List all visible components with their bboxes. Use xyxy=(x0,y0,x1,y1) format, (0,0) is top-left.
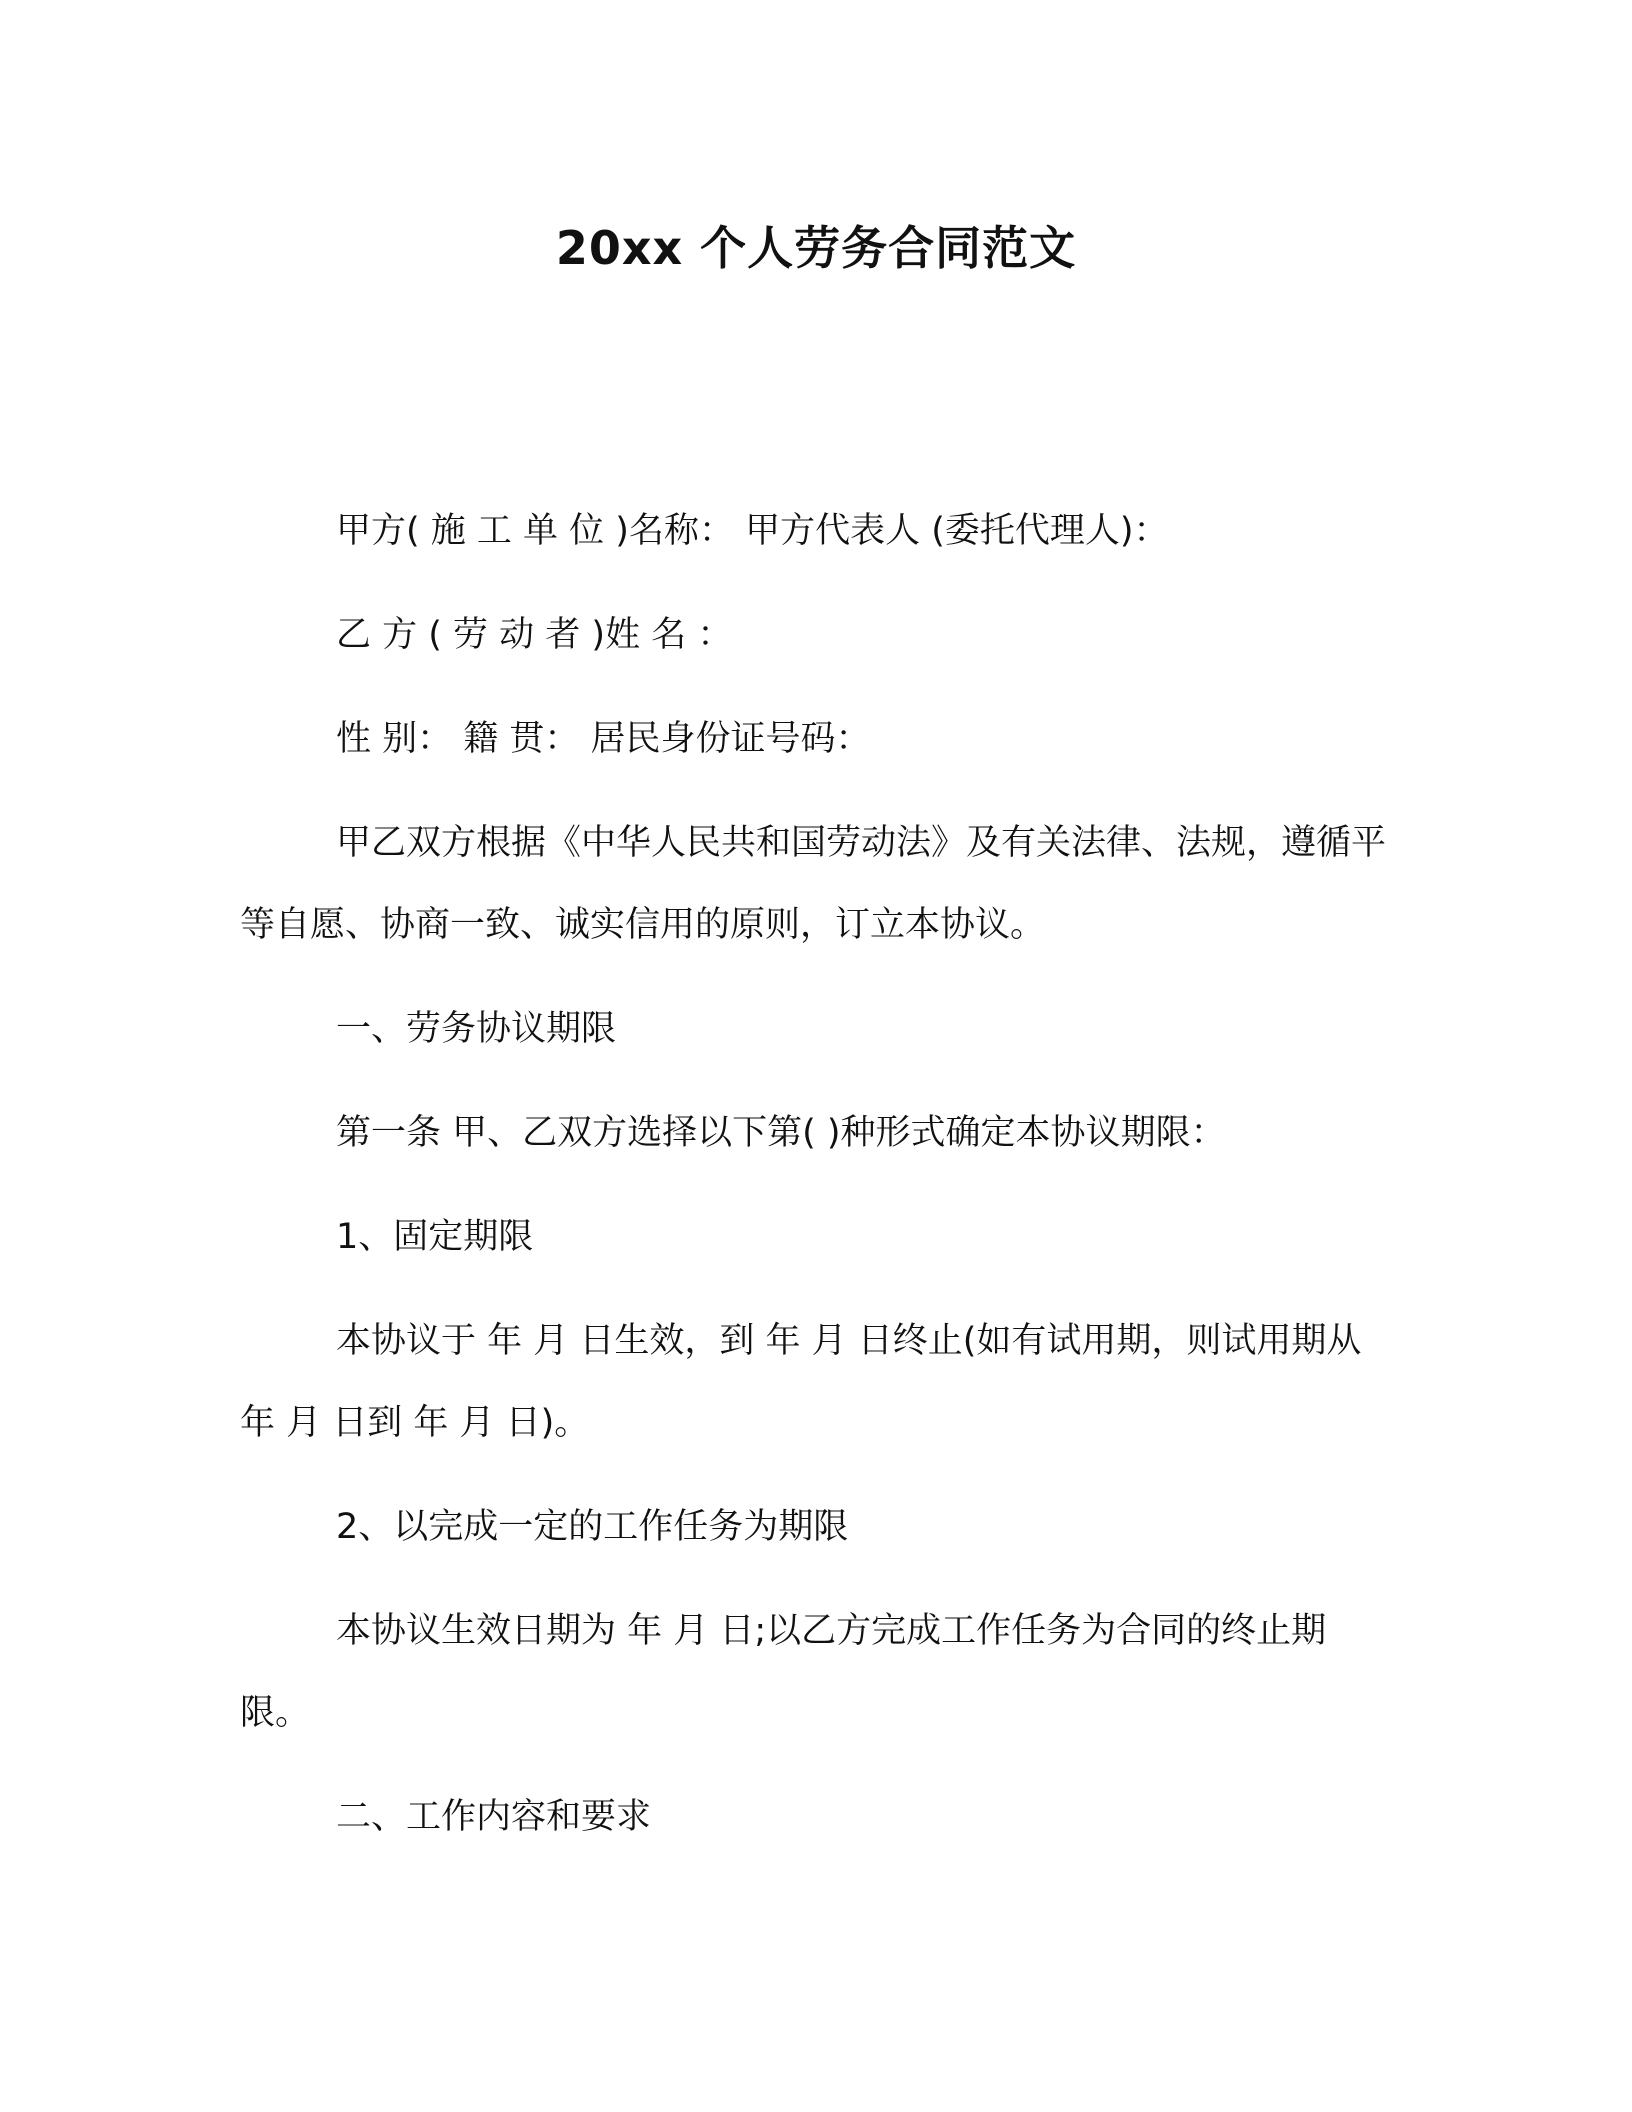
article-one: 第一条 甲、乙双方选择以下第( )种形式确定本协议期限： xyxy=(336,1113,1226,1153)
document-body xyxy=(240,490,1390,1880)
document-title: 20xx 个人劳务合同范文 xyxy=(555,221,1077,275)
preamble-paragraph: 甲乙双方根据《中华人民共和国劳动法》及有关法律、法规，遵循平等自愿、协商一致、诚实信用的原则，订立本协议。 xyxy=(240,823,1387,945)
section-heading-work: 二、工作内容和要求 xyxy=(336,1797,652,1837)
party-a-line: 甲方( 施 工 单 位 )名称： 甲方代表人 (委托代理人)： xyxy=(336,511,1169,551)
gender-origin-id-line: 性 别： 籍 贯： 居民身份证号码： xyxy=(336,719,871,759)
fixed-term-paragraph: 本协议于 年 月 日生效，到 年 月 日终止(如有试用期，则试用期从 年 月 日到 年 月 日)。 xyxy=(240,1321,1362,1443)
item-task-term: 2、以完成一定的工作任务为期限 xyxy=(336,1507,849,1547)
item-fixed-term: 1、固定期限 xyxy=(336,1217,534,1257)
task-term-paragraph: 本协议生效日期为 年 月 日;以乙方完成工作任务为合同的终止期限。 xyxy=(240,1611,1327,1733)
party-b-line: 乙 方 ( 劳 动 者 )姓 名 ： xyxy=(336,615,733,655)
section-heading-term: 一、劳务协议期限 xyxy=(336,1009,617,1049)
